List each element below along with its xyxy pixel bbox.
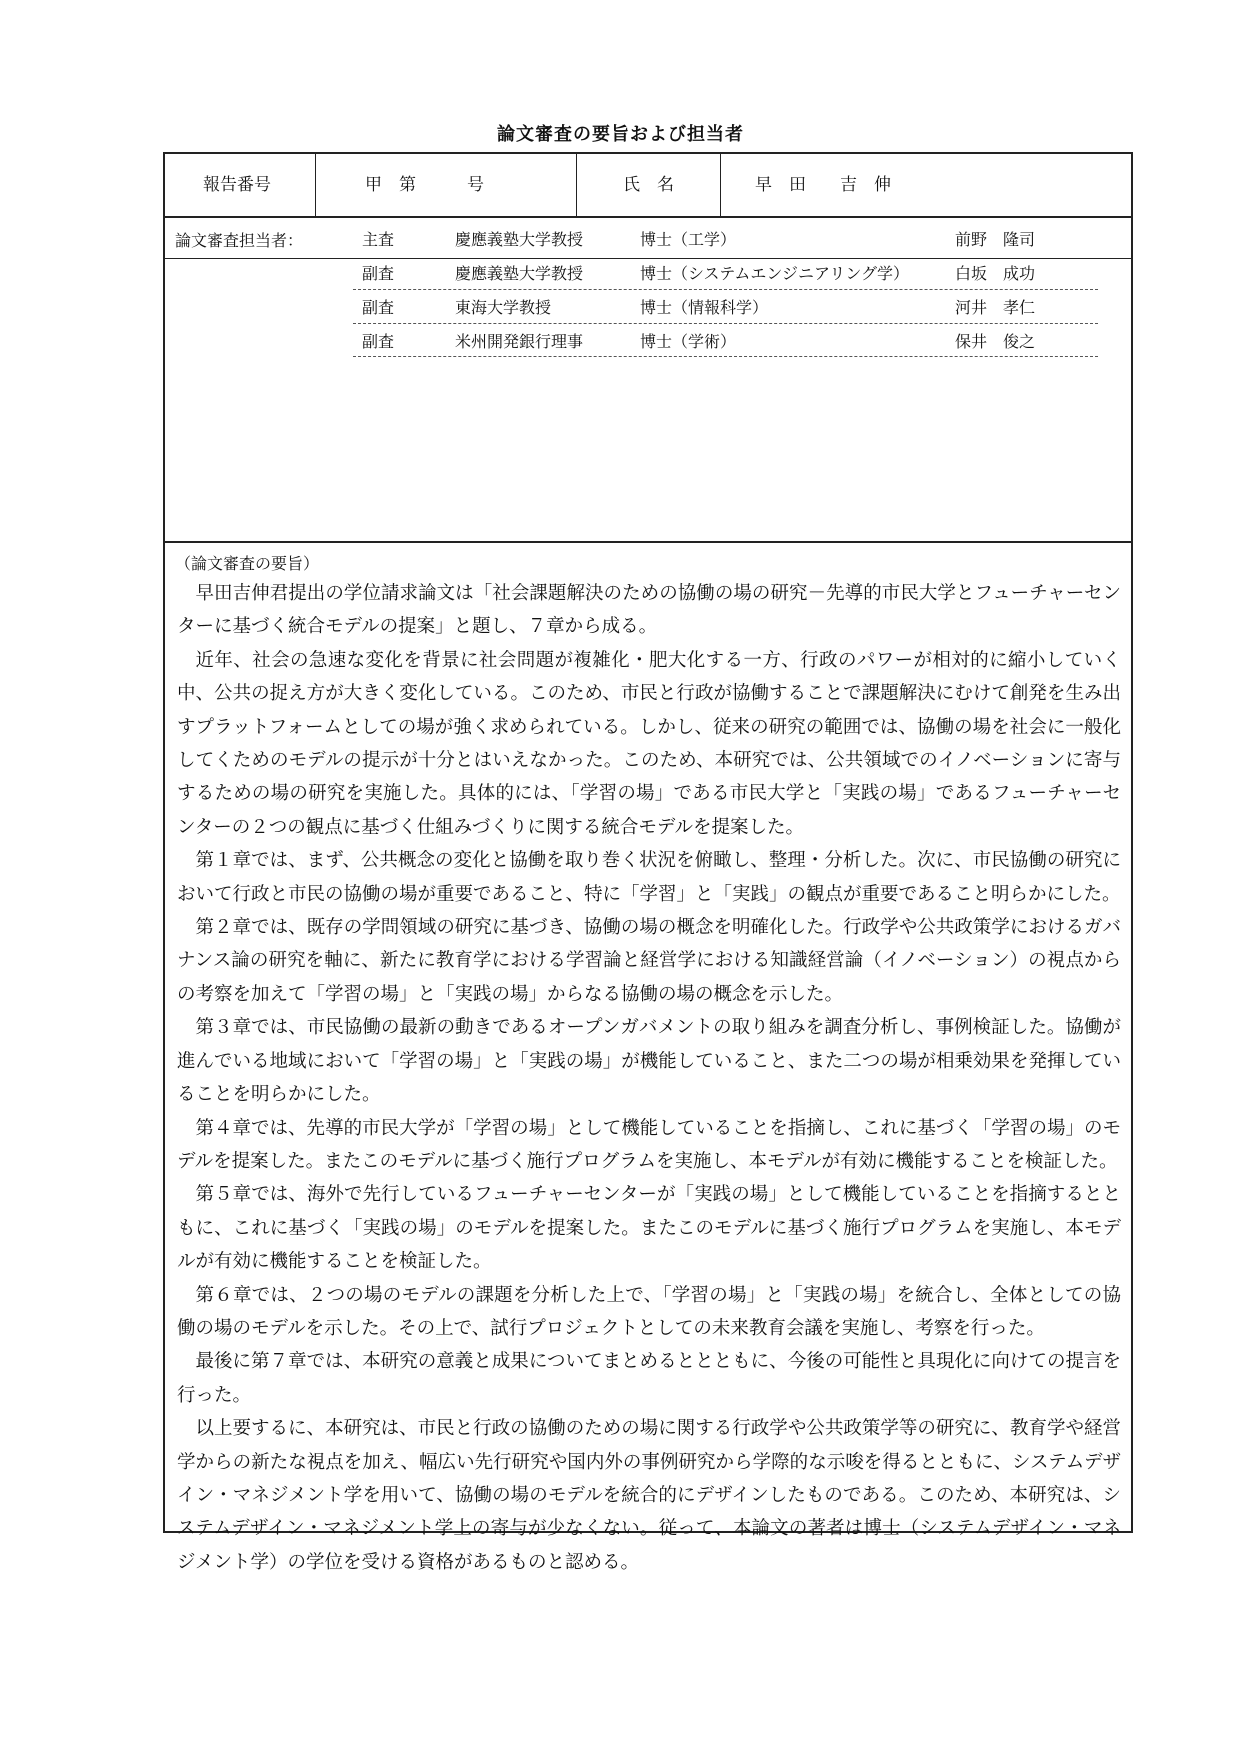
reviewer-degree: 博士（情報科学） [640, 298, 769, 317]
divider [576, 154, 577, 216]
reviewer-row [165, 254, 1131, 288]
document-title: 論文審査の要旨および担当者 [497, 124, 744, 145]
reviewer-name: 河井 孝仁 [955, 298, 1036, 317]
reviewer-role: 副査 [362, 298, 395, 317]
reviewer-degree: 博士（工学） [640, 230, 737, 249]
reviewer-affiliation: 慶應義塾大学教授 [455, 230, 584, 249]
reviewer-name: 前野 隆司 [955, 230, 1036, 249]
summary-paragraph: 第６章では、２つの場のモデルの課題を分析した上で、「学習の場」と「実践の場」を統合し、全体としての協働の場のモデルを示した。その上で、試行プロジェクトとしての未来教育会議を実施し、考察を行った。 [177, 1284, 1121, 1339]
reviewers-label: 論文審査担当者： [175, 231, 304, 250]
reviewer-role: 主査 [362, 230, 395, 249]
reviewer-affiliation: 米州開発銀行理事 [455, 332, 584, 351]
summary-paragraph: 第４章では、先導的市民大学が「学習の場」として機能していることを指摘し、これに基づく「学習の場」のモデルを提案した。またこのモデルに基づく施行プログラムを実施し、本モデルが有効に機能することを検証した。 [177, 1117, 1121, 1172]
report-number-label: 報告番号 [203, 175, 271, 195]
reviewer-role: 副査 [362, 332, 395, 351]
summary-paragraph: 第１章では、まず、公共概念の変化と協働を取り巻く状況を俯瞰し、整理・分析した。次に、市民協働の研究において行政と市民の協働の場が重要であること、特に「学習」と「実践」の観点が重要であること明らかにした。 [177, 850, 1121, 905]
reviewer-row [165, 322, 1131, 356]
reviewer-affiliation: 東海大学教授 [455, 298, 552, 317]
summary-paragraph: 第５章では、海外で先行しているフューチャーセンターが「実践の場」として機能していることを指摘するとともに、これに基づく「実践の場」のモデルを提案した。またこのモデルに基づく施行プログラムを実施し、本モデルが有効に機能することを検証した。 [177, 1184, 1121, 1273]
summary-paragraph: 早田吉伸君提出の学位請求論文は「社会課題解決のための協働の場の研究－先導的市民大学とフューチャーセンターに基づく統合モデルの提案」と題し、７章から成る。 [177, 583, 1121, 638]
summary-body [177, 577, 1121, 1579]
dashed-divider [353, 356, 1098, 357]
divider [315, 154, 316, 216]
reviewer-name: 保井 俊之 [955, 332, 1036, 351]
summary-paragraph: 近年、社会の急速な変化を背景に社会問題が複雑化・肥大化する一方、行政のパワーが相対的に縮小していく中、公共の捉え方が大きく変化している。このため、市民と行政が協働することで課題解決にむけて創発を生み出すプラットフォームとしての場が強く求められている。しかし、従来の研究の範囲では、協働の場を社会に一般化してくためのモデルの提示が十分とはいえなかった。このため、本研究では、公共領域でのイノベーションに寄与するための場の研究を実施した。具体的には、「学習の場」である市民大学と「実践の場」であるフューチャーセンターの２つの観点に基づく仕組みづくりに関する統合モデルを提案した。 [177, 649, 1121, 838]
reviewer-row [165, 220, 1131, 254]
name-label: 氏 名 [623, 175, 674, 195]
header-row [165, 154, 1131, 218]
reviewer-degree: 博士（学術） [640, 332, 737, 351]
reviewer-name: 白坂 成功 [955, 264, 1036, 283]
summary-paragraph: 第３章では、市民協働の最新の動きであるオープンガバメントの取り組みを調査分析し、事例検証した。協働が進んでいる地域において「学習の場」と「実践の場」が機能していること、また二つの場が相乗効果を発揮していることを明らかにした。 [177, 1017, 1121, 1106]
reviewer-degree: 博士（システムエンジニアリング学） [640, 264, 910, 283]
summary-label: （論文審査の要旨） [175, 554, 320, 573]
review-form [163, 152, 1133, 1573]
summary-paragraph: 以上要するに、本研究は、市民と行政の協働のための場に関する行政学や公共政策学等の研究に、教育学や経営学からの新たな視点を加え、幅広い先行研究や国内外の事例研究から学際的な示唆を得るとともに、システムデザイン・マネジメント学を用いて、協働の場のモデルを統合的にデザインしたものである。このため、本研究は、システムデザイン・マネジメント学上の寄与が少なくない。従って、本論文の著者は博士（システムデザイン・マネジメント学）の学位を受ける資格があるものと認める。 [177, 1418, 1121, 1573]
summary-paragraph: 第２章では、既存の学問領域の研究に基づき、協働の場の概念を明確化した。行政学や公共政策学におけるガバナンス論の研究を軸に、新たに教育学における学習論と経営学における知識経営論（イノベーション）の視点からの考察を加えて「学習の場」と「実践の場」からなる協働の場の概念を示した。 [177, 917, 1121, 1005]
reviewer-role: 副査 [362, 264, 395, 283]
reviewer-affiliation: 慶應義塾大学教授 [455, 264, 584, 283]
name-value: 早 田 吉 伸 [755, 175, 891, 195]
divider [720, 154, 721, 216]
report-number-value: 甲 第 号 [365, 175, 484, 195]
reviewers-section [165, 218, 1131, 543]
summary-paragraph: 最後に第７章では、本研究の意義と成果についてまとめるととともに、今後の可能性と具現化に向けての提言を行った。 [177, 1351, 1121, 1406]
reviewer-row [165, 288, 1131, 322]
